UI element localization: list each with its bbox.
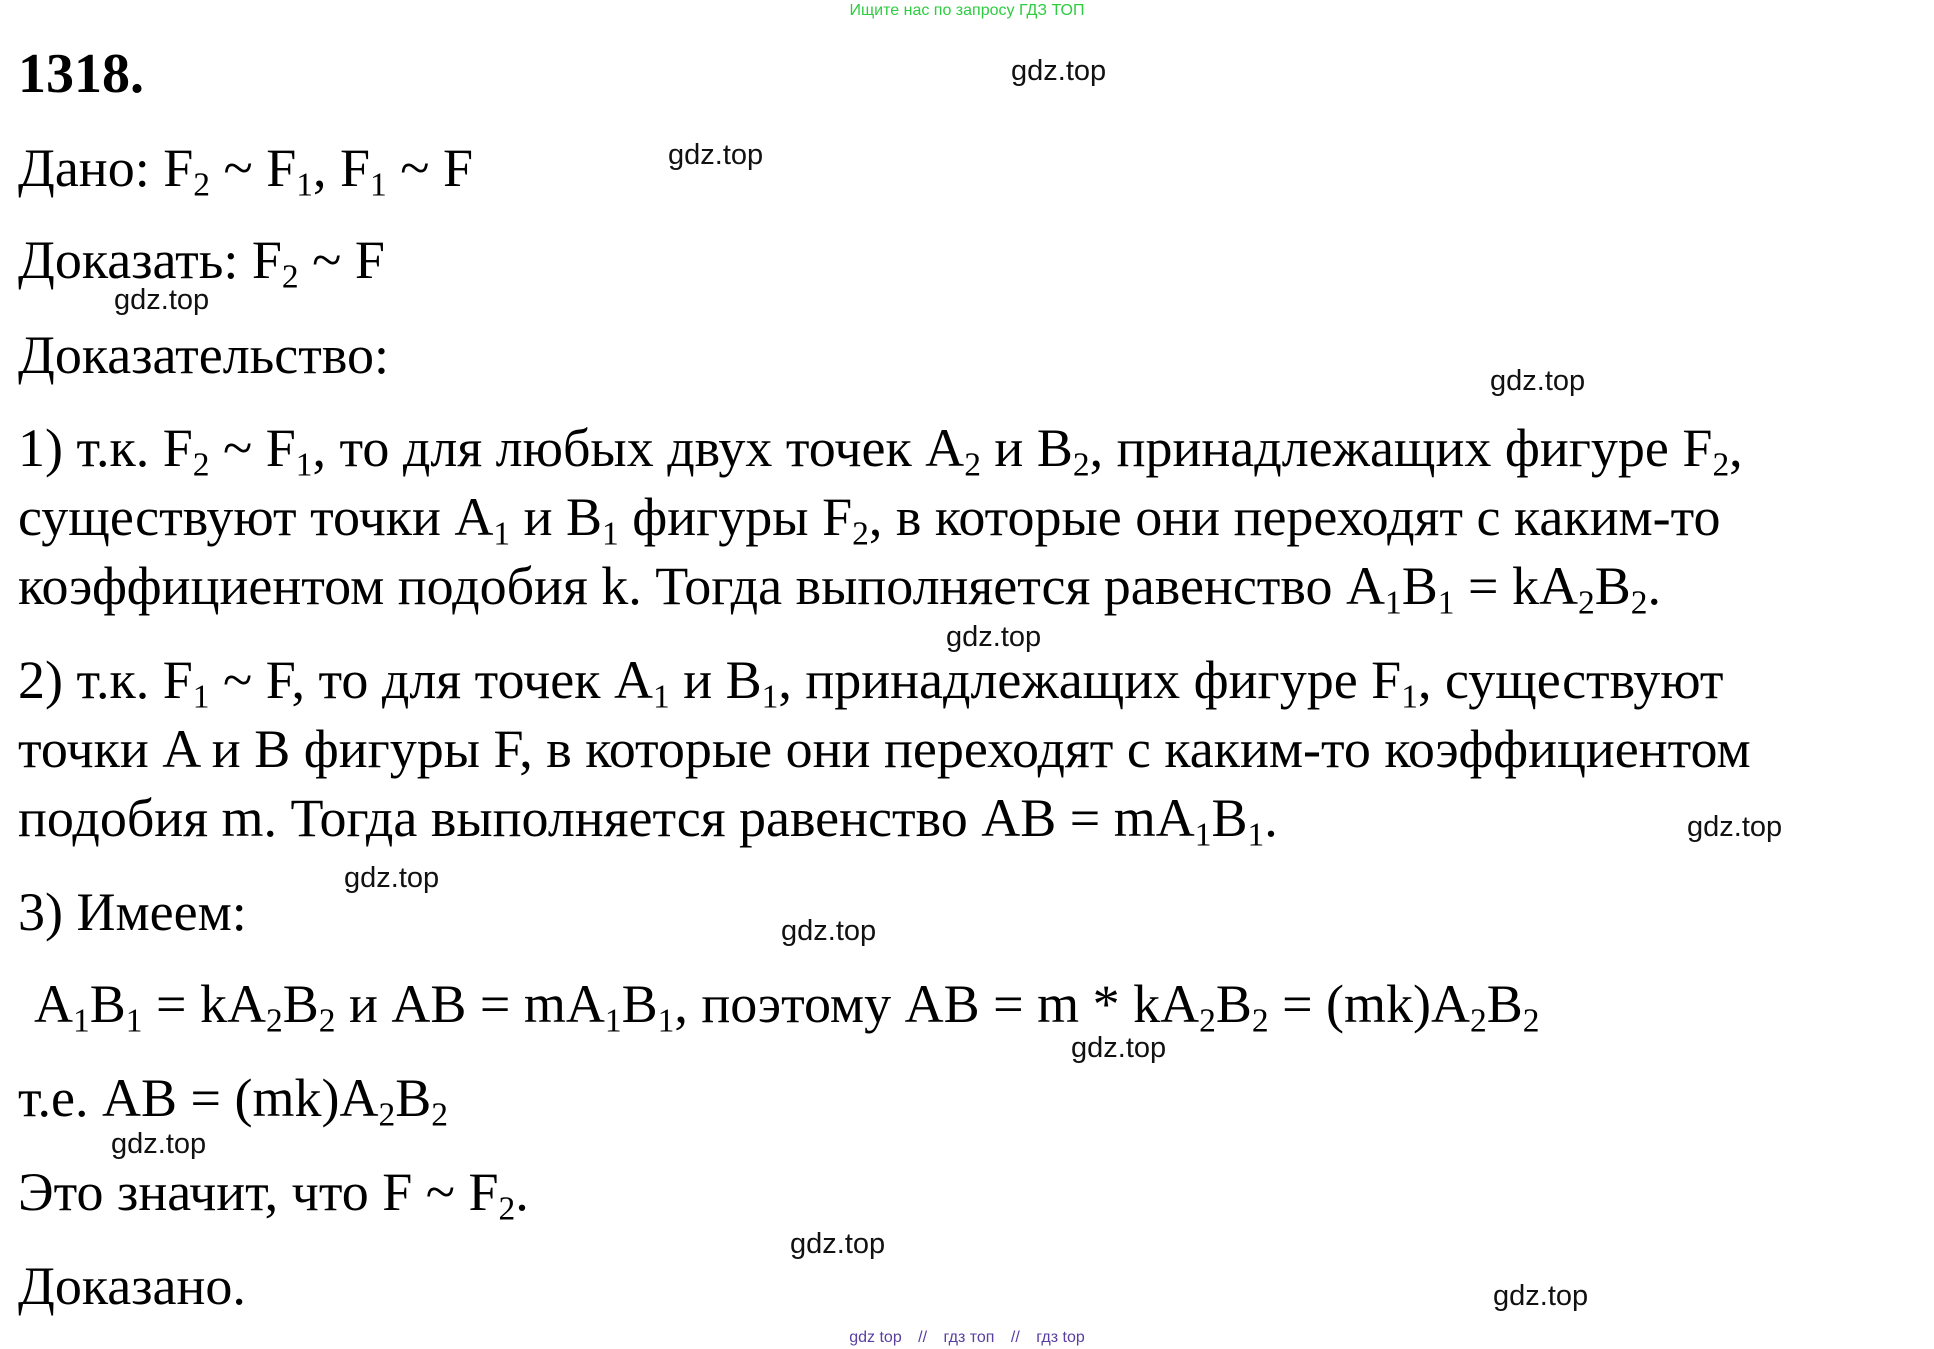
watermark: gdz.top bbox=[781, 915, 877, 947]
bottom-link[interactable]: гдз топ bbox=[943, 1329, 995, 1346]
watermark: gdz.top bbox=[111, 1128, 207, 1160]
watermark: gdz.top bbox=[1071, 1032, 1167, 1064]
watermark: gdz.top bbox=[1490, 365, 1586, 397]
step2-line2: точки A и B фигуры F, в которые они переходят с каким-то коэффициентом bbox=[18, 719, 1751, 779]
means-line: Это значит, что F ~ $F_2$. bbox=[18, 1162, 529, 1228]
prove-label: Доказать: bbox=[18, 230, 239, 290]
bottom-link[interactable]: гдз top bbox=[1036, 1329, 1085, 1346]
separator: // bbox=[1010, 1329, 1020, 1346]
watermark: gdz.top bbox=[668, 139, 764, 171]
step3-label: 3) Имеем: bbox=[18, 882, 247, 942]
step1-line3: коэффициентом подобия k. Тогда выполняется равенство $A_1B_1 = kA_2B_2$. bbox=[18, 556, 1661, 622]
proof-label: Доказательство: bbox=[18, 325, 389, 385]
bottom-link[interactable]: gdz top bbox=[849, 1329, 902, 1346]
step3-formula: $A_1B_1 = kA_2B_2$ и AB = $mA_1B_1$, поэтому AB = $m * kA_2B_2 = (mk)A_2B_2$ bbox=[34, 974, 1540, 1040]
given-line: Дано: $F_2$ ~ $F_1$, $F_1$ ~ F bbox=[18, 138, 474, 204]
watermark: gdz.top bbox=[790, 1228, 886, 1260]
step2-line3: подобия m. Тогда выполняется равенство AB = $mA_1B_1$. bbox=[18, 788, 1278, 854]
watermark: gdz.top bbox=[344, 862, 440, 894]
step3-conclusion: т.е. AB = $(mk)A_2B_2$ bbox=[18, 1068, 448, 1134]
bottom-links bbox=[0, 1329, 1934, 1347]
step1-line1: 1) т.к. $F_2$ ~ $F_1$, то для любых двух точек $A_2$ и $B_2$, принадлежащих фигуре $F_2$, bbox=[18, 418, 1743, 484]
step2-line1: 2) т.к. $F_1$ ~ F, то для точек $A_1$ и $B_1$, принадлежащих фигуре $F_1$, существуют bbox=[18, 650, 1724, 716]
problem-number: 1318. bbox=[18, 43, 144, 105]
watermark: gdz.top bbox=[114, 284, 210, 316]
watermark: gdz.top bbox=[1687, 811, 1783, 843]
watermark: gdz.top bbox=[1493, 1280, 1589, 1312]
watermark: gdz.top bbox=[1011, 55, 1107, 87]
given-label: Дано: bbox=[18, 138, 150, 198]
proved-text: Доказано. bbox=[18, 1256, 246, 1316]
separator: // bbox=[918, 1329, 928, 1346]
step1-line2: существуют точки $A_1$ и $B_1$ фигуры $F_2$, в которые они переходят с каким-то bbox=[18, 487, 1721, 553]
watermark: gdz.top bbox=[946, 621, 1042, 653]
top-banner[interactable]: Ищите нас по запросу ГДЗ ТОП bbox=[849, 2, 1085, 19]
prove-line: Доказать: $F_2$ ~ F bbox=[18, 230, 385, 296]
